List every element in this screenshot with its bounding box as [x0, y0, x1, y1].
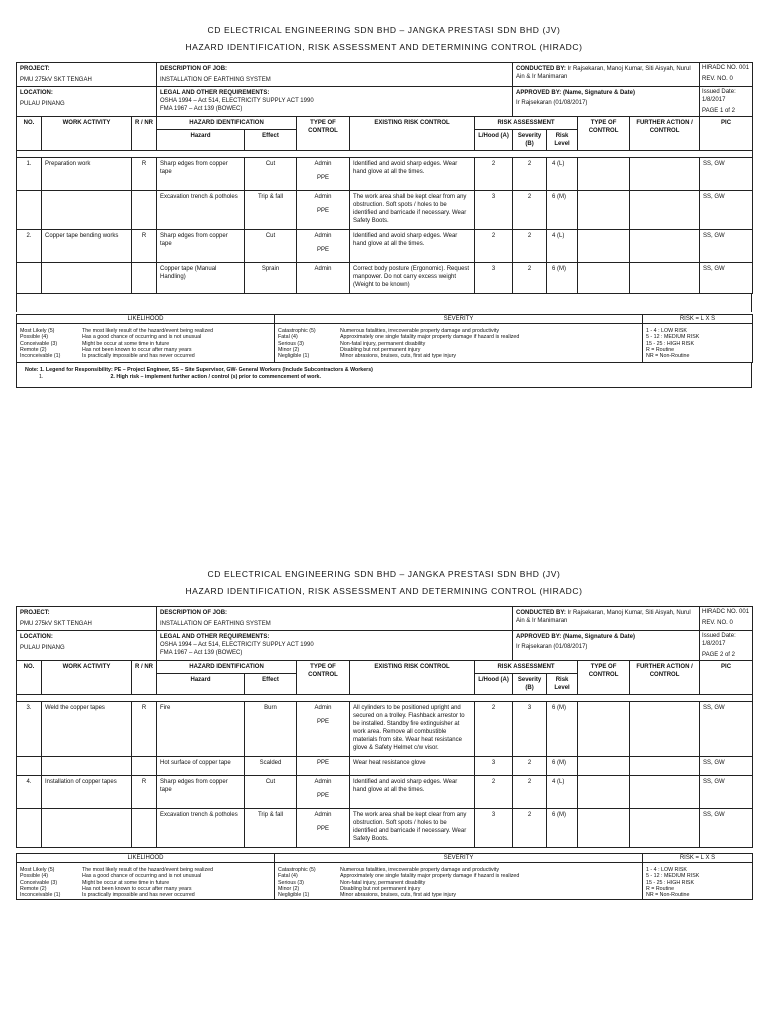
legend-risk	[643, 863, 753, 900]
row-likelihood: 2	[475, 158, 513, 191]
row-rnr: R	[132, 702, 157, 757]
legend-entry: Catastrophic (5) Numerous fatalities, irrecoverable property damage and productivity	[278, 867, 499, 874]
col-likelihood: L/Hood (A)	[475, 130, 513, 151]
row-severity: 2	[513, 158, 547, 191]
legend-entry: Fatal (4) Approximately one single fatality major property damage if hazard is realized	[278, 873, 520, 880]
control-type: Admin	[314, 161, 332, 167]
row-type-control-2	[578, 191, 630, 230]
project-cell: PROJECT: PMU 275kV SKT TENGAH	[17, 607, 157, 631]
row-further-action	[630, 263, 700, 294]
risk-legend-entry: 1 - 4 : LOW RISK	[646, 328, 687, 335]
row-activity: Installation of copper tapes	[42, 776, 132, 809]
row-pic: SS, GW	[700, 191, 753, 230]
row-further-action	[630, 757, 700, 776]
col-hazard-id: HAZARD IDENTIFICATION	[157, 661, 297, 674]
legend-entry: Possible (4) Has a good chance of occurring and is not unusual	[20, 873, 202, 880]
row-likelihood: 3	[475, 263, 513, 294]
risk-legend-entry: NR = Non-Routine	[646, 892, 690, 899]
row-effect: Trip & fall	[245, 191, 297, 230]
hiradc-page-1	[16, 22, 752, 388]
control-type: Admin	[314, 812, 332, 818]
row-activity	[42, 191, 132, 230]
row-type-control-2	[578, 230, 630, 263]
row-type-control-2	[578, 809, 630, 848]
approved-by-cell: APPROVED BY: (Name, Signature & Date) Ir Rajsekaran (01/08/2017)	[513, 87, 700, 117]
legend-entry: Minor (2) Disabling but not permanent injury	[278, 885, 421, 892]
control-type: Admin	[314, 705, 332, 711]
row-further-action	[630, 702, 700, 757]
row-activity: Copper tape bending works	[42, 230, 132, 263]
row-rnr	[132, 191, 157, 230]
row-likelihood: 2	[475, 702, 513, 757]
row-effect: Burn	[245, 702, 297, 757]
row-risk-level: 6 (M)	[547, 702, 578, 757]
legend-entry: Negligible (1) Minor abrasions, bruises, cuts, first aid type injury	[278, 892, 456, 899]
legend-entry: Inconceivable (1) Is practically impossible and has never occurred	[20, 892, 195, 899]
company-title: CD ELECTRICAL ENGINEERING SDN BHD – JANGKA PRESTASI SDN BHD (JV)	[207, 25, 561, 35]
row-risk-level: 6 (M)	[547, 191, 578, 230]
row-severity: 2	[513, 776, 547, 809]
row-severity: 2	[513, 809, 547, 848]
col-type-control: TYPE OF CONTROL	[297, 117, 350, 151]
row-further-action	[630, 191, 700, 230]
company-title: CD ELECTRICAL ENGINEERING SDN BHD – JANGKA PRESTASI SDN BHD (JV)	[207, 569, 561, 579]
risk-legend-entry: 5 - 12 : MEDIUM RISK	[646, 873, 700, 880]
row-existing-control: Identified and avoid sharp edges. Wear hand glove at all the times.	[350, 158, 475, 191]
col-risk-assessment: RISK ASSESSMENT	[475, 661, 578, 674]
row-activity: Preparation work	[42, 158, 132, 191]
table-row	[17, 809, 753, 848]
row-type-control-2	[578, 263, 630, 294]
legend-entry: Catastrophic (5) Numerous fatalities, irrecoverable property damage and productivity	[278, 328, 499, 335]
legend-risk-head: RISK = L X S	[643, 854, 753, 863]
row-rnr	[132, 757, 157, 776]
row-no: 2.	[17, 230, 42, 263]
table-row	[17, 263, 753, 294]
note: Note: 1. Legend for Responsibility: PE – Project Engineer, SS – Site Supervisor, GW- General Workers (Include Subcontractors & Workers) 1. 2. High risk – implement further action / control (s) prior to commencement of work.	[16, 363, 752, 388]
row-hazard: Excavation trench & potholes	[157, 809, 245, 848]
row-rnr: R	[132, 776, 157, 809]
col-type-control-2: TYPE OF CONTROL	[578, 661, 630, 695]
row-effect: Trip & fall	[245, 809, 297, 848]
legend-severity-head: SEVERITY	[275, 315, 643, 324]
description-cell: DESCRIPTION OF JOB: INSTALLATION OF EARTHING SYSTEM	[157, 63, 513, 87]
legend-entry: Remote (2) Has not been known to occur after many years	[20, 346, 192, 353]
risk-legend-entry: 15 - 25 : HIGH RISK	[646, 879, 694, 886]
legend-entry: Remote (2) Has not been known to occur after many years	[20, 885, 192, 892]
row-risk-level: 4 (L)	[547, 776, 578, 809]
col-severity: Severity (B)	[513, 674, 547, 695]
row-severity: 2	[513, 191, 547, 230]
legend-likelihood-head: LIKELIHOOD	[17, 315, 275, 324]
row-type-control	[297, 158, 350, 191]
row-existing-control: Identified and avoid sharp edges. Wear hand glove at all the times.	[350, 230, 475, 263]
legend-table	[16, 314, 753, 363]
row-type-control	[297, 809, 350, 848]
legend-entry: Most Likely (5) The most likely result of the hazard/event being realized	[20, 867, 214, 874]
legend-entry: Inconceivable (1) Is practically impossible and has never occurred	[20, 353, 195, 360]
control-type: Admin	[314, 266, 332, 272]
row-severity: 3	[513, 702, 547, 757]
legend-likelihood	[17, 324, 275, 363]
control-type: PPE	[317, 719, 330, 725]
row-likelihood: 2	[475, 230, 513, 263]
row-likelihood: 3	[475, 809, 513, 848]
col-effect: Effect	[245, 130, 297, 151]
control-type: Admin	[314, 233, 332, 239]
row-severity: 2	[513, 263, 547, 294]
issued-page-cell: Issued Date: 1/8/2017 PAGE 1 of 2	[700, 87, 753, 117]
legend-entry: Conceivable (3) Might be occur at some time in future	[20, 879, 170, 886]
row-hazard: Sharp edges from copper tape	[157, 158, 245, 191]
row-risk-level: 6 (M)	[547, 809, 578, 848]
document-title: HAZARD IDENTIFICATION, RISK ASSESSMENT AND DETERMINING CONTROL (HIRADC)	[185, 586, 583, 596]
row-hazard: Copper tape (Manual Handling)	[157, 263, 245, 294]
row-type-control-2	[578, 776, 630, 809]
row-likelihood: 3	[475, 191, 513, 230]
legend-entry: Serious (3) Non-fatal injury, permanent disability	[278, 340, 426, 347]
row-hazard: Hot surface of copper tape	[157, 757, 245, 776]
row-hazard: Excavation trench & potholes	[157, 191, 245, 230]
row-effect: Cut	[245, 230, 297, 263]
col-no: NO.	[17, 117, 42, 151]
legend-likelihood-head: LIKELIHOOD	[17, 854, 275, 863]
risk-legend-entry: R = Routine	[646, 885, 675, 892]
row-activity: Weld the copper tapes	[42, 702, 132, 757]
row-effect: Scalded	[245, 757, 297, 776]
col-type-control: TYPE OF CONTROL	[297, 661, 350, 695]
row-type-control	[297, 263, 350, 294]
legal-cell: LEGAL AND OTHER REQUIREMENTS: OSHA 1994 – Act 514, ELECTRICITY SUPPLY ACT 1990 FMA 1967 – Act 139 (BOWEC)	[157, 631, 513, 661]
row-pic: SS, GW	[700, 230, 753, 263]
legend-severity-head: SEVERITY	[275, 854, 643, 863]
row-severity: 2	[513, 230, 547, 263]
risk-legend-entry: 1 - 4 : LOW RISK	[646, 867, 687, 874]
col-hazard: Hazard	[157, 674, 245, 695]
row-pic: SS, GW	[700, 757, 753, 776]
risk-legend-entry: 15 - 25 : HIGH RISK	[646, 340, 694, 347]
col-type-control-2: TYPE OF CONTROL	[578, 117, 630, 151]
rows-page-2	[17, 702, 753, 848]
row-risk-level: 4 (L)	[547, 158, 578, 191]
row-existing-control: Wear heat resistance glove	[350, 757, 475, 776]
row-hazard: Sharp edges from copper tape	[157, 230, 245, 263]
conducted-by-cell: CONDUCTED BY: Ir Rajsekaran, Manoj Kumar, Siti Aisyah, Nurul Ain & Ir Manimaran	[513, 607, 700, 631]
table-row	[17, 702, 753, 757]
row-existing-control: The work area shall be kept clear from any obstruction. Soft spots / holes to be identified and barricade if necessary. Wear Safety Boots.	[350, 809, 475, 848]
row-pic: SS, GW	[700, 776, 753, 809]
control-type: Admin	[314, 779, 332, 785]
row-further-action	[630, 158, 700, 191]
row-type-control	[297, 776, 350, 809]
location-cell: LOCATION: PULAU PINANG	[17, 87, 157, 117]
hiradc-table	[16, 62, 753, 294]
location-cell: LOCATION: PULAU PINANG	[17, 631, 157, 661]
hiradc-no-cell: HIRADC NO. 001 REV. NO. 0	[700, 607, 753, 631]
legend-entry: Minor (2) Disabling but not permanent injury	[278, 346, 421, 353]
control-type: PPE	[317, 826, 330, 832]
control-type: PPE	[317, 760, 330, 766]
legend-severity	[275, 863, 643, 900]
row-type-control-2	[578, 757, 630, 776]
legend-severity	[275, 324, 643, 363]
row-activity	[42, 263, 132, 294]
col-existing: EXISTING RISK CONTROL	[350, 117, 475, 151]
col-pic: PIC	[700, 661, 753, 695]
control-type: PPE	[317, 175, 330, 181]
table-row	[17, 757, 753, 776]
row-existing-control: Correct body posture (Ergonomic). Request manpower. Do not carry excess weight (Weight to be known)	[350, 263, 475, 294]
row-type-control	[297, 757, 350, 776]
row-activity	[42, 809, 132, 848]
row-risk-level: 6 (M)	[547, 263, 578, 294]
row-type-control	[297, 191, 350, 230]
row-hazard: Sharp edges from copper tape	[157, 776, 245, 809]
row-effect: Cut	[245, 158, 297, 191]
row-no	[17, 263, 42, 294]
row-existing-control: All cylinders to be positioned upright and secured on a trolley. Flashback arrestor to be installed. Standby fire extinguisher at work area. Remove all combustible materials from site. Wear heat resistance glove & Safety Helmet c/w visor.	[350, 702, 475, 757]
legend-entry: Serious (3) Non-fatal injury, permanent disability	[278, 879, 426, 886]
row-severity: 2	[513, 757, 547, 776]
rows-page-1	[17, 158, 753, 294]
legal-cell: LEGAL AND OTHER REQUIREMENTS: OSHA 1994 – Act 514, ELECTRICITY SUPPLY ACT 1990 FMA 1967 – Act 139 (BOWEC)	[157, 87, 513, 117]
row-pic: SS, GW	[700, 263, 753, 294]
row-rnr: R	[132, 158, 157, 191]
row-rnr	[132, 263, 157, 294]
control-type: Admin	[314, 194, 332, 200]
row-existing-control: Identified and avoid sharp edges. Wear hand glove at all the times.	[350, 776, 475, 809]
issued-page-cell: Issued Date: 1/8/2017 PAGE 2 of 2	[700, 631, 753, 661]
row-effect: Sprain	[245, 263, 297, 294]
control-type: PPE	[317, 793, 330, 799]
table-row	[17, 776, 753, 809]
row-risk-level: 6 (M)	[547, 757, 578, 776]
row-no	[17, 809, 42, 848]
row-no: 4.	[17, 776, 42, 809]
conducted-by-cell: CONDUCTED BY: Ir Rajsekaran, Manoj Kumar, Siti Aisyah, Nurul Ain & Ir Manimaran	[513, 63, 700, 87]
hiradc-table	[16, 606, 753, 848]
row-no	[17, 191, 42, 230]
risk-legend-entry: NR = Non-Routine	[646, 353, 690, 360]
col-activity: WORK ACTIVITY	[42, 117, 132, 151]
row-no: 3.	[17, 702, 42, 757]
col-rnr: R / NR	[132, 661, 157, 695]
row-further-action	[630, 809, 700, 848]
col-risk-level: Risk Level	[547, 130, 578, 151]
col-risk-level: Risk Level	[547, 674, 578, 695]
legend-entry: Most Likely (5) The most likely result of the hazard/event being realized	[20, 328, 214, 335]
legend-entry: Fatal (4) Approximately one single fatality major property damage if hazard is realized	[278, 334, 520, 341]
legend-risk	[643, 324, 753, 363]
risk-legend-entry: R = Routine	[646, 346, 675, 353]
col-hazard-id: HAZARD IDENTIFICATION	[157, 117, 297, 130]
row-type-control-2	[578, 158, 630, 191]
legend-likelihood	[17, 863, 275, 900]
row-pic: SS, GW	[700, 809, 753, 848]
document-title: HAZARD IDENTIFICATION, RISK ASSESSMENT AND DETERMINING CONTROL (HIRADC)	[185, 42, 583, 52]
legend-entry: Negligible (1) Minor abrasions, bruises, cuts, first aid type injury	[278, 353, 456, 360]
col-rnr: R / NR	[132, 117, 157, 151]
hiradc-no-cell: HIRADC NO. 001 REV. NO. 0	[700, 63, 753, 87]
row-type-control	[297, 230, 350, 263]
row-type-control	[297, 702, 350, 757]
col-severity: Severity (B)	[513, 130, 547, 151]
col-likelihood: L/Hood (A)	[475, 674, 513, 695]
row-hazard: Fire	[157, 702, 245, 757]
project-cell: PROJECT: PMU 275kV SKT TENGAH	[17, 63, 157, 87]
col-no: NO.	[17, 661, 42, 695]
row-likelihood: 3	[475, 757, 513, 776]
control-type: PPE	[317, 208, 330, 214]
row-further-action	[630, 776, 700, 809]
legend-entry: Possible (4) Has a good chance of occurring and is not unusual	[20, 334, 202, 341]
hiradc-page-2	[16, 566, 752, 900]
risk-legend-entry: 5 - 12 : MEDIUM RISK	[646, 334, 700, 341]
table-row	[17, 230, 753, 263]
description-cell: DESCRIPTION OF JOB: INSTALLATION OF EARTHING SYSTEM	[157, 607, 513, 631]
col-further: FURTHER ACTION / CONTROL	[630, 117, 700, 151]
col-activity: WORK ACTIVITY	[42, 661, 132, 695]
row-no	[17, 757, 42, 776]
col-further: FURTHER ACTION / CONTROL	[630, 661, 700, 695]
row-type-control-2	[578, 702, 630, 757]
row-pic: SS, GW	[700, 158, 753, 191]
row-existing-control: The work area shall be kept clear from any obstruction. Soft spots / holes to be identified and barricade if necessary. Wear Safety Boots.	[350, 191, 475, 230]
row-rnr: R	[132, 230, 157, 263]
row-risk-level: 4 (L)	[547, 230, 578, 263]
row-further-action	[630, 230, 700, 263]
approved-by-cell: APPROVED BY: (Name, Signature & Date) Ir Rajsekaran (01/08/2017)	[513, 631, 700, 661]
row-pic: SS, GW	[700, 702, 753, 757]
col-effect: Effect	[245, 674, 297, 695]
control-type: PPE	[317, 247, 330, 253]
col-pic: PIC	[700, 117, 753, 151]
col-risk-assessment: RISK ASSESSMENT	[475, 117, 578, 130]
row-likelihood: 2	[475, 776, 513, 809]
row-no: 1.	[17, 158, 42, 191]
legend-risk-head: RISK = L X S	[643, 315, 753, 324]
col-existing: EXISTING RISK CONTROL	[350, 661, 475, 695]
row-effect: Cut	[245, 776, 297, 809]
row-rnr	[132, 809, 157, 848]
col-hazard: Hazard	[157, 130, 245, 151]
table-row	[17, 158, 753, 191]
table-row	[17, 191, 753, 230]
legend-entry: Conceivable (3) Might be occur at some time in future	[20, 340, 170, 347]
row-activity	[42, 757, 132, 776]
legend-table	[16, 853, 753, 900]
